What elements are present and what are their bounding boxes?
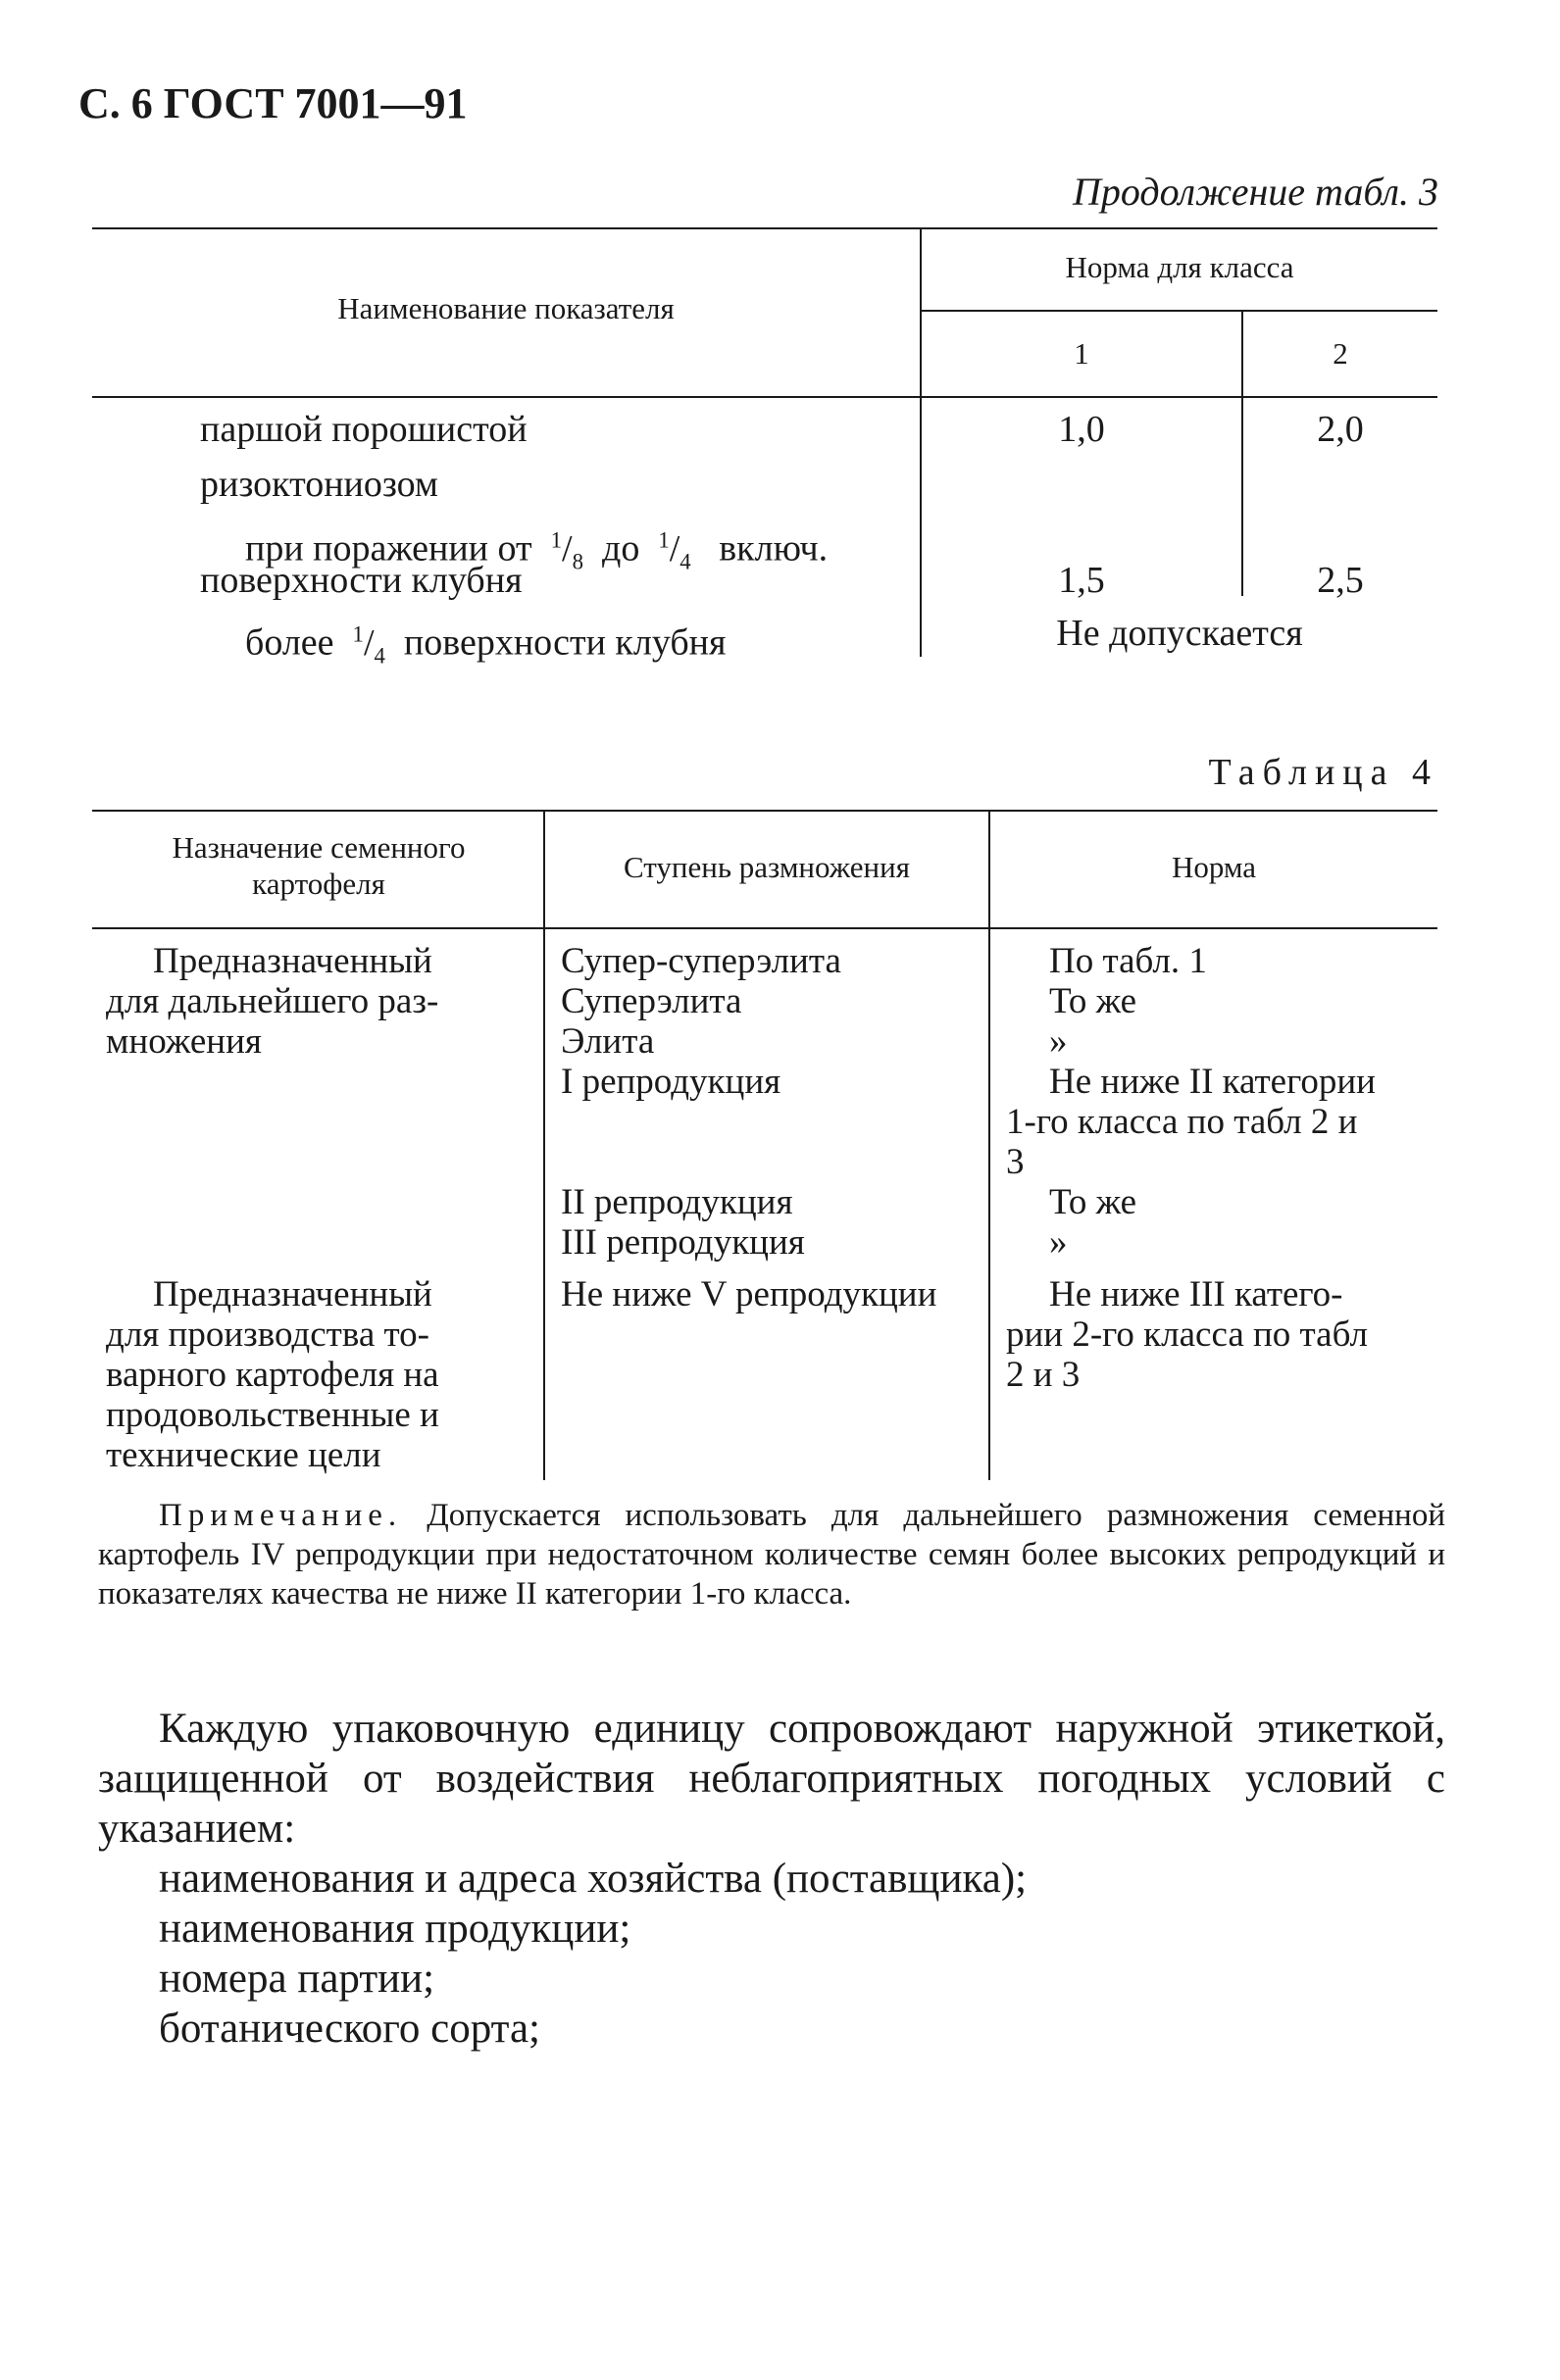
cell-line: Предназначенный [153, 1274, 432, 1314]
table3-row-value: 2,0 [1317, 409, 1364, 450]
cell-line: рии 2-го класса по табл [1006, 1314, 1368, 1355]
table3-class-1: 1 [1074, 336, 1089, 371]
cell-line: То же [1049, 981, 1137, 1021]
table3-class-2: 2 [1333, 336, 1348, 371]
cell-line: » [1049, 1021, 1068, 1062]
cell-line: 2 и 3 [1006, 1355, 1081, 1395]
table4-norm-cell [1006, 941, 1376, 1263]
table3-header-bottom-rule [92, 396, 1437, 398]
table4-norm-cell [1006, 1274, 1368, 1395]
cell-line: Супер-суперэлита [561, 941, 841, 981]
table4-header-norm: Норма [1171, 850, 1257, 884]
cell-line: множения [106, 1021, 262, 1062]
table3-header-mid-rule [922, 310, 1437, 312]
table4-stage-cell [561, 1274, 936, 1314]
table4-purpose-cell [106, 1274, 537, 1475]
list-item: наименования продукции; [159, 1906, 631, 1952]
cell-line: I репродукция [561, 1062, 781, 1102]
table3-row-value: Не допускается [1056, 613, 1303, 654]
cell-line: Суперэлита [561, 981, 742, 1021]
cell-line: продовольственные и [106, 1395, 439, 1435]
table4-stage-cell [561, 1182, 805, 1263]
table3-col-norm: Норма для класса [1065, 250, 1294, 284]
table3-row-value: 2,5 [1317, 560, 1364, 601]
page-header: С. 6 ГОСТ 7001—91 [78, 79, 468, 127]
cell-line: То же [1049, 1182, 1137, 1222]
table3-row-label: более $^1/_4$ поверхности клубня [245, 621, 727, 669]
fraction: $^1/_4$ [352, 621, 385, 669]
cell-line: II репродукция [561, 1182, 793, 1222]
table3-row-value: 1,0 [1058, 409, 1105, 450]
cell-line: Элита [561, 1021, 655, 1062]
table4-col-divider [543, 810, 545, 1480]
table4-purpose-cell [106, 941, 537, 1062]
cell-line: для дальнейшего раз- [106, 981, 439, 1021]
list-item: наименования и адреса хозяйства (поставщика); [159, 1856, 1028, 1902]
table4-note [98, 1496, 1445, 1613]
table3-caption: Продолжение табл. 3 [1072, 170, 1438, 214]
list-item: ботанического сорта; [159, 2006, 540, 2052]
cell-line: Не ниже III катего- [1049, 1274, 1343, 1314]
table4-col-divider [988, 810, 990, 1480]
table4-top-rule [92, 810, 1437, 812]
cell-line: Предназначенный [153, 941, 432, 981]
body-paragraph [98, 1704, 1445, 2054]
list-item: номера партии; [159, 1956, 435, 2002]
note-label: Примечание. [159, 1498, 403, 1533]
table4-caption: Таблица 4 [1208, 752, 1438, 793]
table3-row-label: поверхности клубня [200, 560, 523, 601]
cell-line: Не ниже V репродукции [561, 1274, 937, 1314]
cell-line: III репродукция [561, 1222, 805, 1263]
cell-line: 3 [1006, 1142, 1025, 1182]
table3-row-label: ризоктониозом [200, 464, 438, 505]
cell-line: Не ниже II категории [1049, 1062, 1376, 1102]
table4-header-bottom-rule [92, 927, 1437, 929]
table4-header-purpose: Назначение семенного картофеля [172, 830, 466, 902]
cell-line: для производства то- [106, 1314, 430, 1355]
table3-row-label: паршой порошистой [200, 409, 528, 450]
table3-row-value: 1,5 [1058, 560, 1105, 601]
cell-line: » [1049, 1222, 1068, 1263]
cell-line: 1-го класса по табл 2 и [1006, 1102, 1358, 1142]
table4-header-stage: Ступень размножения [624, 850, 910, 884]
cell-line: По табл. 1 [1049, 941, 1207, 981]
table3-top-rule [92, 227, 1437, 229]
cell-line: варного картофеля на [106, 1355, 439, 1395]
table3-row-label: при поражении от $^1/_8$ до $^1/_4$ включ. [245, 527, 829, 574]
table4-stage-cell [561, 941, 841, 1102]
paragraph-intro: Каждую упаковочную единицу сопровождают наружной этикеткой, защищенной от воздействия неблагоприятных погодных условий с указанием: [98, 1706, 1445, 1852]
cell-line: технические цели [106, 1435, 381, 1475]
fraction: $^1/_8$ [550, 527, 583, 574]
note-text: Допускается использовать для дальнейшего размножения семенной картофель IV репродукции при недостаточном количестве семян более высоких репродукций и показателях качества не ниже II категории 1-го класса. [98, 1498, 1446, 1611]
table3-col-indicator: Наименование показателя [337, 291, 675, 325]
fraction: $^1/_4$ [658, 527, 691, 574]
